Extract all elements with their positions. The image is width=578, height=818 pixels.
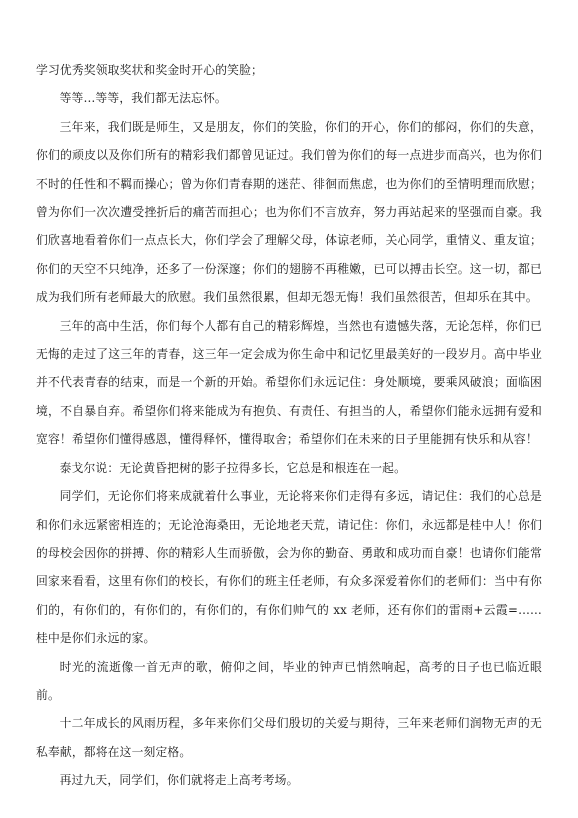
document-page (36, 56, 542, 795)
paragraph-high-school-life: 三年的高中生活，你们每个人都有自己的精彩辉煌，当然也有遗憾失落，无论怎样，你们已无悔的走过了这三年的青春，这三年一定会成为你生命中和记忆里最美好的一段岁月。高中毕业并不代表青春的结束，而是一个新的开始。希望你们永远记住：身处顺境，要乘风破浪；面临困境，不自暴自弃。希望你们将来能成为有抱负、有责任、有担当的人，希望你们能永远拥有爱和宽容！希望你们懂得感恩，懂得释怀，懂得取舍；希望你们在未来的日子里能拥有快乐和从容！ (36, 318, 542, 447)
paragraph-time-passing: 时光的流逝像一首无声的歌，俯仰之间，毕业的钟声已悄然响起，高考的日子也已临近眼前。 (36, 659, 542, 702)
paragraph-twelve-years: 十二年成长的风雨历程，多年来你们父母们殷切的关爱与期待，三年来老师们润物无声的无私奉献，都将在这一刻定格。 (36, 716, 542, 759)
paragraph-etc: 等等…等等，我们都无法忘怀。 (59, 91, 227, 106)
paragraph-classmates: 同学们，无论你们将来成就着什么事业，无论将来你们走得有多远，请记住：我们的心总是和你们永远紧密相连的；无论沧海桑田，无论地老天荒，请记住：你们，永远都是桂中人！你们的母校会因你的拼搏、你的精彩人生而骄傲，会为你的勤奋、勇敢和成功而自豪！也请你们能常回家来看看，这里有你们的校长，有你们的班主任老师，有众多深爱着你们的老师们：当中有你们的，有你们的，有你们的，有你们的，有你们帅气的 xx 老师，还有你们的雷雨+云霞=……桂中是你们永远的家。 (36, 489, 542, 646)
paragraph-nine-days: 再过九天，同学们，你们就将走上高考考场。 (59, 773, 299, 788)
paragraph-tagore-quote: 泰戈尔说：无论黄昏把树的影子拉得多长，它总是和根连在一起。 (59, 460, 407, 475)
paragraph-three-years: 三年来，我们既是师生，又是朋友，你们的笑脸，你们的开心，你们的郁闷，你们的失意，你们的顽皮以及你们所有的精彩我们都曾见证过。我们曾为你们的每一点进步而高兴，也为你们不时的任性和不羁而操心；曾为你们青春期的迷茫、徘徊而焦虑，也为你们的至情明理而欣慰；曾为你们一次次遭受挫折后的痛苦而担心；也为你们不言放弃，努力再站起来的坚强而自豪。我们欣喜地看着你们一点点长大，你们学会了理解父母，体谅老师，关心同学，重情义、重友谊；你们的天空不只纯净，还多了一份深邃；你们的翅膀不再稚嫩，已可以搏击长空。这一切，都已成为我们所有老师最大的欣慰。我们虽然很累，但却无怨无悔！我们虽然很苦，但却乐在其中。 (36, 119, 542, 305)
paragraph-continuation: 学习优秀奖领取奖状和奖金时开心的笑脸； (36, 63, 263, 77)
